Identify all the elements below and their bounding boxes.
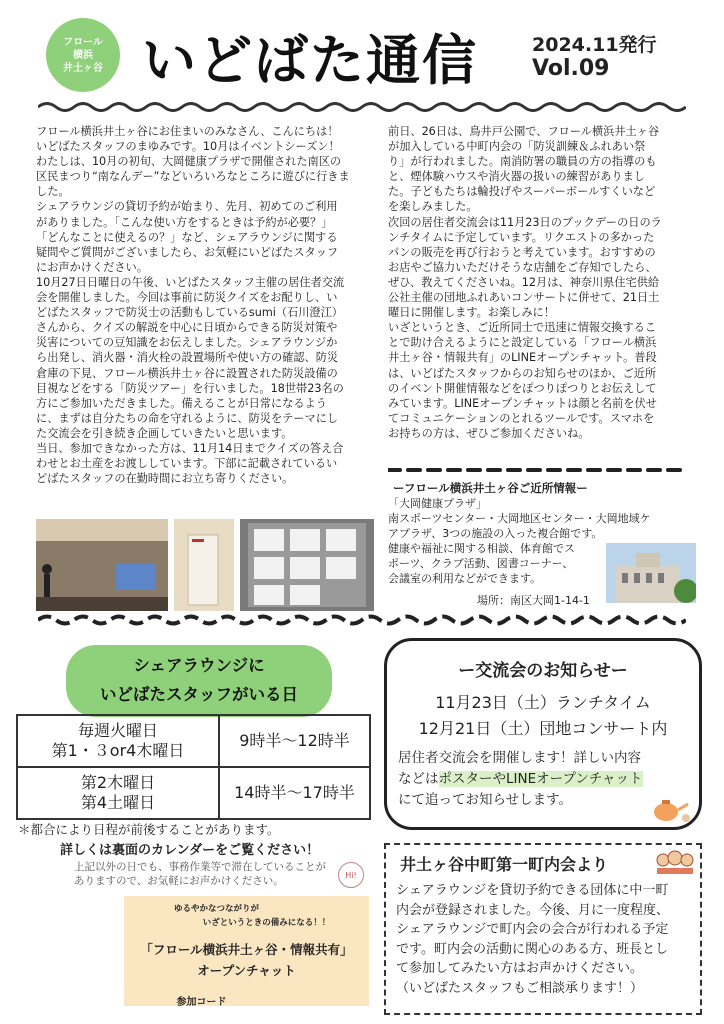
chat-tagline: ゆるやかなつながりが [173,904,259,914]
highlighted-text: ポスターやLINEオープンチャット [438,771,643,787]
exchange-date: 12月21日（土）団地コンサート内 [418,719,668,738]
article-line: 「どんなことに使えるの？」など、シェアラウンジに関する [36,230,338,244]
article-line: さんから、クイズの解説を中心に日頃からできる防災対策や [36,321,338,335]
article-line: 方にご参加いただきました。備えることが日常になるよう [36,396,327,410]
article-line: 前日、26日は、鳥井戸公園で、フロール横浜井土ヶ谷 [388,125,660,138]
table-row [17,715,370,767]
schedule-note: ＊都合により日程が前後することがあります。 [18,822,280,837]
nearby-line: アプラザ、3つの施設の入った複合館です。 [388,527,603,540]
issue-volume: Vol.09 [532,56,610,81]
article-line: 公社主催の団地ふれあいコンサートに併せて、21日土 [388,291,660,305]
exchange-desc-text: などは [398,771,439,787]
nearby-line: 「大岡健康プラザ」 [388,497,487,510]
townhall-line: です。町内会の活動に関心のある方、班長とし [396,941,668,957]
article-line: に、まずは自分たちの命を守れるように、防災をテーマにし [36,411,339,425]
article-line: した。 [36,185,70,199]
exchange-date: 11月23日（土）ランチタイム [435,693,651,712]
schedule-day: 毎週火曜日 [77,721,158,740]
brand-badge [46,18,120,92]
exchange-desc-line [398,769,698,790]
article-line: 目視などをする「防災ツアー」を行いました。18世帯23名の [36,381,344,395]
article-line: 井土ヶ谷・情報共有」のLINEオープンチャット。普段 [388,351,657,365]
exchange-title: ー交流会のお知らせー [458,661,628,681]
article-line: 曜日に開催します。お楽しみに！ [388,306,555,320]
townhall-line: シェアラウンジで町内会の会合が行われる予定 [396,922,669,937]
exchange-desc-line: 居住者交流会を開催します！詳しい内容 [398,750,641,766]
article-line: ンチタイムに予定しています。リクエストの多かった [388,230,655,244]
badge-line: フロール [63,36,103,48]
townhall-title: 井土ヶ谷中町第一町内会より [400,855,609,874]
article-line: 会を開催しました。今回は事前に防災クイズをお配りし、い [36,291,338,305]
article-line: 災害についての豆知識をお伝えしました。シェアラウンジか [36,336,338,350]
event-photo-storage [240,519,374,611]
hi-bubble-icon: Hi! [338,862,364,888]
event-photo-hydrant [174,519,234,611]
article-line: いどばたスタッフのまゆみです。10月はイベントシーズン！ [36,140,340,154]
townhall-body [396,881,696,998]
article-line: 当日、参加できなかった方は、11月14日までクイズの答え合 [36,441,344,455]
article-line: 次回の居住者交流会は11月23日のブックデーの日のラ [388,215,662,229]
badge-line: 井土ヶ谷 [63,62,103,74]
open-chat-content [124,902,369,1008]
townhall-line: て参加してみたい方はお声かけください。 [396,961,644,976]
event-photo-room [36,519,168,611]
schedule-day: 第1・３or4木曜日 [51,741,185,760]
nearby-line: 会議室の利用などができます。 [388,572,542,585]
article-line: 10月27日日曜日の午後、いどばたスタッフ主催の居住者交流 [36,275,345,289]
article-line: にお声かけください。 [36,260,148,274]
article-line: 区民まつり“南なんデー”などいろいろなところに遊びに行きま [36,170,350,184]
article-line: を楽しみました。 [388,200,478,214]
article-line: た。子どもたちは輪投げやスーパーボールすくいなど [388,185,656,199]
article-line: どばたスタッフで防災士の活動もしているsumi（石川澄江） [36,306,343,320]
wavy-divider [38,100,686,114]
calendar-note: 詳しくは裏面のカレンダーをご覧ください！ [60,843,320,858]
article-line: は、いどばたスタッフからのお知らせのほか、ご近所 [388,366,657,380]
teapot-icon [648,792,692,824]
exchange-desc-line: にて追ってお知らせします。 [398,792,573,808]
nearby-line: 健康や福祉に関する相談、体育館でス [388,542,575,555]
article-line: とで助け合えるようにと設定している「フロール横浜 [388,336,657,350]
schedule-day: 第4土曜日 [80,793,156,812]
townhall-line: （いどばたスタッフもご相談承ります！） [396,980,644,996]
nearby-place: 場所：南区大岡1-14-1 [477,594,590,607]
article-line: わせとお土産をお渡ししています。下部に記載されているい [36,457,338,471]
article-column-right [388,124,688,441]
article-line: ら出発し、消火器・消火栓の設置場所や使い方の確認、防災 [36,351,339,365]
article-line: 疑問やご質問がございましたら、お気軽にいどばたスタッフ [36,245,339,259]
article-line: フロール横浜井土ヶ谷にお住まいのみなさん、こんにちは！ [36,125,339,138]
extra-note-line: ありますので、お気軽にお声かけください。 [74,875,284,887]
join-code-label: 参加コード [176,997,227,1008]
article-line: た交流会を引き続き企画していきたいと思います。 [36,426,293,440]
lounge-title [66,651,332,709]
article-line: お持ちの方は、ぜひご参加くださいね。 [388,426,590,440]
building-photo [606,543,696,603]
people-icon [655,848,695,874]
issue-date: 2024.11発行 [532,34,657,56]
wavy-divider [38,613,686,627]
article-line: てコミュニケーションのとれるツールです。スマホを [388,411,655,425]
article-line: り」が行われました。南消防署の職員の方の指導のも [388,155,657,169]
dash-divider [388,466,688,474]
article-line: が加入している中町内会の「防災訓練＆ふれあい祭 [388,140,646,154]
lounge-title-line: いどばたスタッフがいる日 [100,685,298,704]
staff-schedule-table [16,714,371,820]
nearby-line: ポーツ、クラブ活動、図書コーナー、 [388,557,574,570]
schedule-day: 第2木曜日 [80,773,156,792]
nearby-line: 南スポーツセンター・大岡地区センター・大岡地域ケ [388,512,651,525]
schedule-day-cell [17,715,219,767]
schedule-day-cell [17,767,219,819]
lounge-title-line: シェアラウンジに [133,656,265,675]
townhall-line: シェアラウンジを貸切予約できる団体に中一町 [396,883,669,898]
extra-note-line: 上記以外の日でも、事務作業等で滞在していることが [74,861,326,873]
article-line: のイベント開催情報などをぽつりぽつりとお伝えして [388,381,657,395]
newsletter-title: いどばた通信 [142,29,478,92]
article-line: パンの販売を再び行おうと考えています。おすすめの [388,245,656,259]
article-line: シェアラウンジの貸切予約が始まり、先月、初めてのご利用 [36,200,338,214]
chat-name: 「フロール横浜井土ヶ谷・情報共有」 [140,942,353,957]
article-line: わたしは、10月の初旬、大岡健康プラザで開催された南区の [36,155,342,169]
article-line: お店やご協力いただけそうな店舗をご存知でしたら、 [388,260,657,274]
article-line: みています。LINEオープンチャットは顔と名前を伏せ [388,396,657,410]
article-line: と、煙体験ハウスや消火器の扱いの練習がありまし [388,170,645,184]
article-line: 倉庫の下見、フロール横浜井土ヶ谷に設置された防災設備の [36,366,338,380]
table-row [17,767,370,819]
schedule-time-cell: 14時半〜17時半 [219,767,370,819]
schedule-time-cell: 9時半〜12時半 [219,715,370,767]
article-line: ぜひ、教えてくださいね。12月は、神奈川県住宅供給 [388,275,660,289]
article-line: いざというとき、ご近所同士で迅速に情報交換するこ [388,321,657,335]
chat-name: オープンチャット [197,963,296,978]
chat-tagline: いざというときの備みになる！！ [202,918,331,928]
extra-note [74,860,326,888]
article-column-left [36,124,371,486]
badge-line: 横浜 [73,49,93,61]
townhall-line: 内会が登録されました。今後、月に一度程度、 [396,902,670,918]
nearby-heading: ーフロール横浜井土ヶ谷ご近所情報ー [393,481,588,495]
article-line: どばたスタッフの在勤時間にお立ち寄りください。 [36,472,294,486]
article-line: がありました。「こんな使い方をするときは予約が必要？」 [36,215,333,229]
